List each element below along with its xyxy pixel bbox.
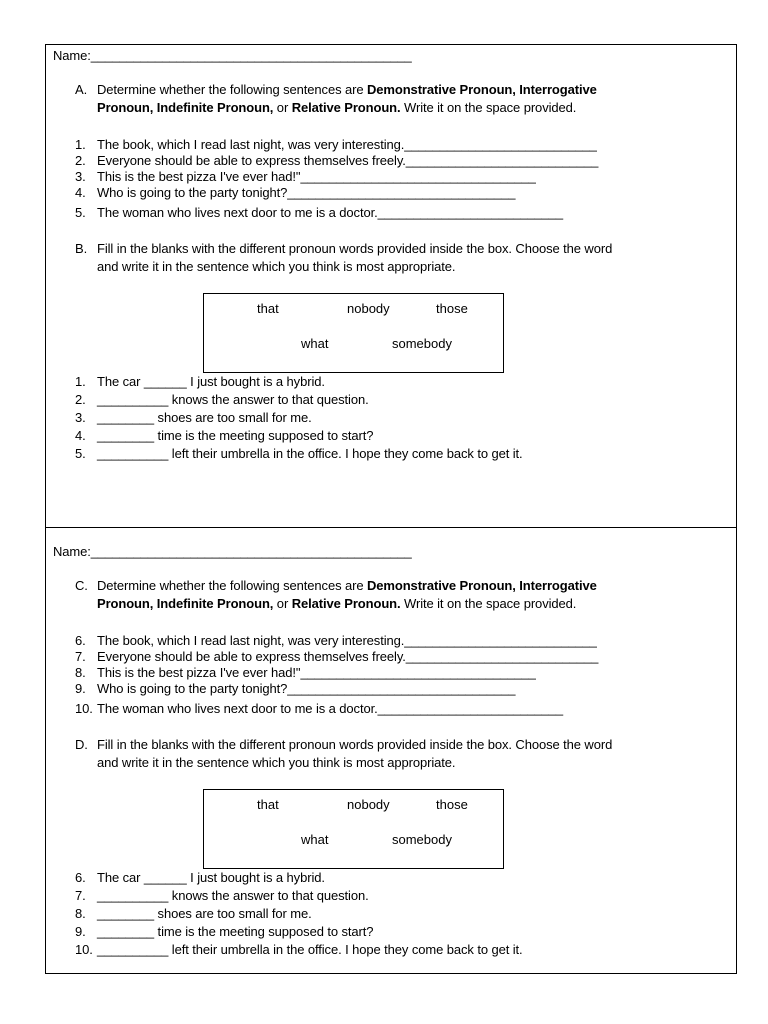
item-number: 7. (75, 649, 86, 664)
directions-text: or (273, 100, 292, 115)
word-box-word: what (301, 336, 329, 351)
item-sentence: The woman who lives next door to me is a doctor.__________________________ (97, 205, 563, 220)
item-number: 4. (75, 185, 86, 200)
item-number: 4. (75, 428, 86, 443)
name-line: Name:_____________________________________________ (53, 48, 412, 63)
item-number: 2. (75, 153, 86, 168)
item-sentence: Everyone should be able to express themselves freely.___________________________ (97, 649, 599, 664)
item-sentence: __________ knows the answer to that question. (97, 392, 369, 407)
item-number: 10. (75, 701, 93, 716)
item-number: 8. (75, 665, 86, 680)
item-sentence: ________ shoes are too small for me. (97, 410, 312, 425)
directions-bold: Pronoun, Indefinite Pronoun, (97, 100, 274, 115)
name-line: Name:_____________________________________________ (53, 544, 412, 559)
item-sentence: The car ______ I just bought is a hybrid. (97, 374, 325, 389)
word-box-word: those (436, 797, 468, 812)
worksheet-divider (46, 527, 736, 528)
item-sentence: The woman who lives next door to me is a doctor.__________________________ (97, 701, 563, 716)
item-number: 1. (75, 137, 86, 152)
section-d-directions-line1: Fill in the blanks with the different pronoun words provided inside the box. Choose the word (97, 737, 613, 752)
item-sentence: The car ______ I just bought is a hybrid. (97, 870, 325, 885)
item-sentence: This is the best pizza I've ever had!"_________________________________ (97, 169, 536, 184)
item-number: 3. (75, 169, 86, 184)
item-number: 9. (75, 924, 86, 939)
word-box (203, 293, 504, 373)
item-number: 6. (75, 633, 86, 648)
section-d-directions-line2: and write it in the sentence which you think is most appropriate. (97, 755, 456, 770)
worksheet-page (45, 44, 737, 974)
directions-bold: Demonstrative Pronoun, Interrogative (367, 578, 597, 593)
directions-text: or (273, 596, 292, 611)
word-box-word: that (257, 301, 279, 316)
item-sentence: ________ time is the meeting supposed to start? (97, 428, 374, 443)
item-sentence: __________ left their umbrella in the office. I hope they come back to get it. (97, 446, 523, 461)
item-sentence: __________ knows the answer to that question. (97, 888, 369, 903)
word-box (203, 789, 504, 869)
item-number: 5. (75, 446, 86, 461)
word-box-word: that (257, 797, 279, 812)
item-number: 5. (75, 205, 86, 220)
item-sentence: ________ time is the meeting supposed to start? (97, 924, 374, 939)
directions-bold: Pronoun, Indefinite Pronoun, (97, 596, 274, 611)
item-number: 8. (75, 906, 86, 921)
item-number: 10. (75, 942, 93, 957)
directions-text: Write it on the space provided. (400, 100, 577, 115)
section-d-letter: D. (75, 737, 88, 752)
directions-text: Determine whether the following sentences are (97, 578, 367, 593)
section-b-letter: B. (75, 241, 88, 256)
word-box-word: somebody (392, 832, 452, 847)
item-sentence: The book, which I read last night, was very interesting.___________________________ (97, 137, 597, 152)
directions-text: Write it on the space provided. (400, 596, 577, 611)
word-box-word: nobody (347, 301, 390, 316)
section-c-directions-line1 (97, 578, 597, 594)
section-a-directions-line1 (97, 82, 597, 98)
item-number: 3. (75, 410, 86, 425)
word-box-word: those (436, 301, 468, 316)
item-sentence: This is the best pizza I've ever had!"_________________________________ (97, 665, 536, 680)
item-sentence: The book, which I read last night, was very interesting.___________________________ (97, 633, 597, 648)
section-b-directions-line2: and write it in the sentence which you think is most appropriate. (97, 259, 456, 274)
directions-bold: Relative Pronoun. (291, 596, 401, 611)
word-box-word: what (301, 832, 329, 847)
item-sentence: __________ left their umbrella in the office. I hope they come back to get it. (97, 942, 523, 957)
section-b-directions-line1: Fill in the blanks with the different pronoun words provided inside the box. Choose the word (97, 241, 613, 256)
item-number: 9. (75, 681, 86, 696)
word-box-word: nobody (347, 797, 390, 812)
item-sentence: Who is going to the party tonight?________________________________ (97, 681, 516, 696)
item-number: 6. (75, 870, 86, 885)
section-a-letter: A. (75, 82, 88, 97)
directions-text: Determine whether the following sentences are (97, 82, 367, 97)
directions-bold: Relative Pronoun. (291, 100, 401, 115)
item-sentence: ________ shoes are too small for me. (97, 906, 312, 921)
section-c-letter: C. (75, 578, 88, 593)
item-number: 7. (75, 888, 86, 903)
word-box-word: somebody (392, 336, 452, 351)
section-a-directions-line2 (97, 100, 576, 116)
section-c-directions-line2 (97, 596, 576, 612)
directions-bold: Demonstrative Pronoun, Interrogative (367, 82, 597, 97)
item-sentence: Everyone should be able to express themselves freely.___________________________ (97, 153, 599, 168)
item-sentence: Who is going to the party tonight?________________________________ (97, 185, 516, 200)
item-number: 1. (75, 374, 86, 389)
item-number: 2. (75, 392, 86, 407)
